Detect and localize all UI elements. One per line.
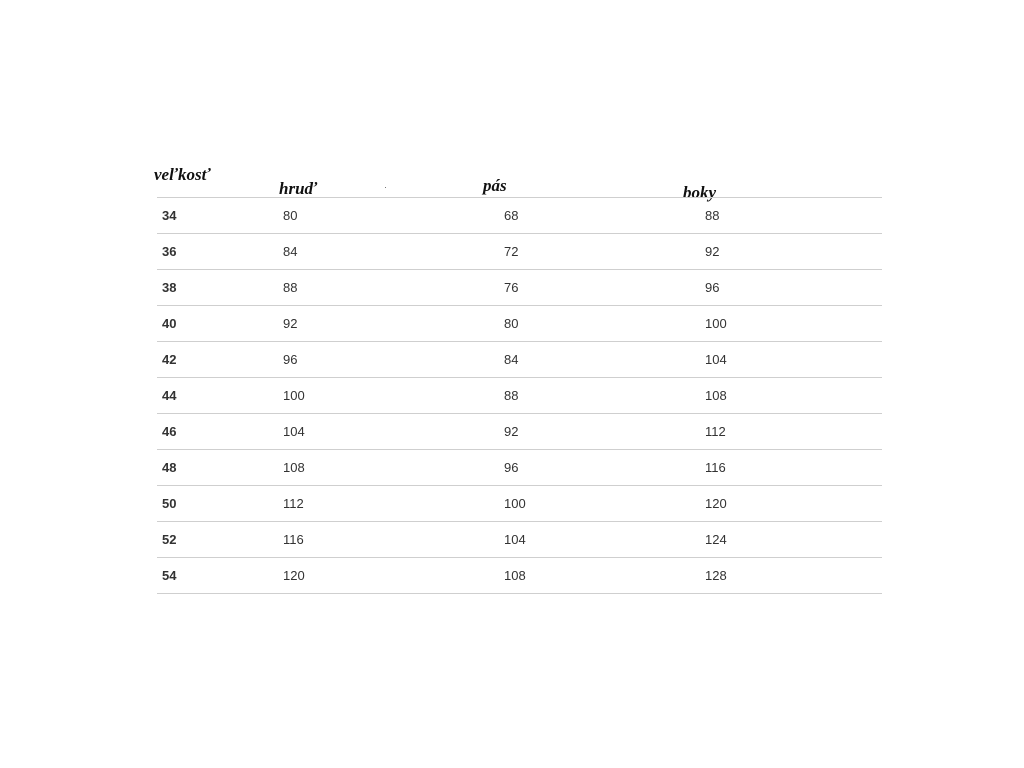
waist-cell: 92 (504, 424, 519, 439)
header-size: veľkosť (154, 165, 211, 184)
hips-cell: 112 (705, 424, 726, 439)
waist-cell: 104 (504, 532, 526, 547)
waist-cell: 80 (504, 316, 519, 331)
table-row (157, 414, 882, 450)
table-row (157, 378, 882, 414)
hips-cell: 104 (705, 352, 727, 367)
hips-cell: 120 (705, 496, 727, 511)
chest-cell: 84 (283, 244, 298, 259)
waist-cell: 76 (504, 280, 519, 295)
chest-cell: 96 (283, 352, 298, 367)
waist-cell: 84 (504, 352, 519, 367)
hips-cell: 108 (705, 388, 727, 403)
chest-cell: 104 (283, 424, 305, 439)
size-cell: 36 (162, 244, 177, 259)
size-cell: 50 (162, 496, 177, 511)
size-cell: 52 (162, 532, 177, 547)
chest-cell: 108 (283, 460, 305, 475)
waist-cell: 88 (504, 388, 519, 403)
hips-cell: 96 (705, 280, 720, 295)
size-cell: 38 (162, 280, 177, 295)
hips-cell: 92 (705, 244, 720, 259)
size-cell: 54 (162, 568, 177, 583)
size-cell: 48 (162, 460, 177, 475)
table-body (157, 197, 882, 594)
header-hips: boky (683, 183, 717, 202)
waist-cell: 96 (504, 460, 519, 475)
stray-dot (385, 187, 386, 188)
hips-cell: 124 (705, 532, 727, 547)
chest-cell: 120 (283, 568, 305, 583)
waist-cell: 100 (504, 496, 526, 511)
table-row (157, 234, 882, 270)
table-row (157, 522, 882, 558)
chest-cell: 116 (283, 532, 304, 547)
hips-cell: 100 (705, 316, 727, 331)
chest-cell: 88 (283, 280, 298, 295)
chest-cell: 92 (283, 316, 298, 331)
table-row (157, 450, 882, 486)
table-row (157, 270, 882, 306)
table-row (157, 486, 882, 522)
table-row (157, 558, 882, 594)
size-cell: 40 (162, 316, 177, 331)
chest-cell: 112 (283, 496, 304, 511)
table-row (157, 198, 882, 234)
size-cell: 44 (162, 388, 177, 403)
size-cell: 34 (162, 208, 177, 223)
table-row (157, 306, 882, 342)
waist-cell: 72 (504, 244, 519, 259)
size-cell: 46 (162, 424, 177, 439)
hips-cell: 116 (705, 460, 726, 475)
table-row (157, 342, 882, 378)
header-waist: pás (483, 176, 507, 195)
waist-cell: 68 (504, 208, 519, 223)
header-chest: hruď (279, 179, 318, 198)
waist-cell: 108 (504, 568, 526, 583)
chest-cell: 100 (283, 388, 305, 403)
size-cell: 42 (162, 352, 177, 367)
hips-cell: 88 (705, 208, 720, 223)
hips-cell: 128 (705, 568, 727, 583)
chest-cell: 80 (283, 208, 298, 223)
